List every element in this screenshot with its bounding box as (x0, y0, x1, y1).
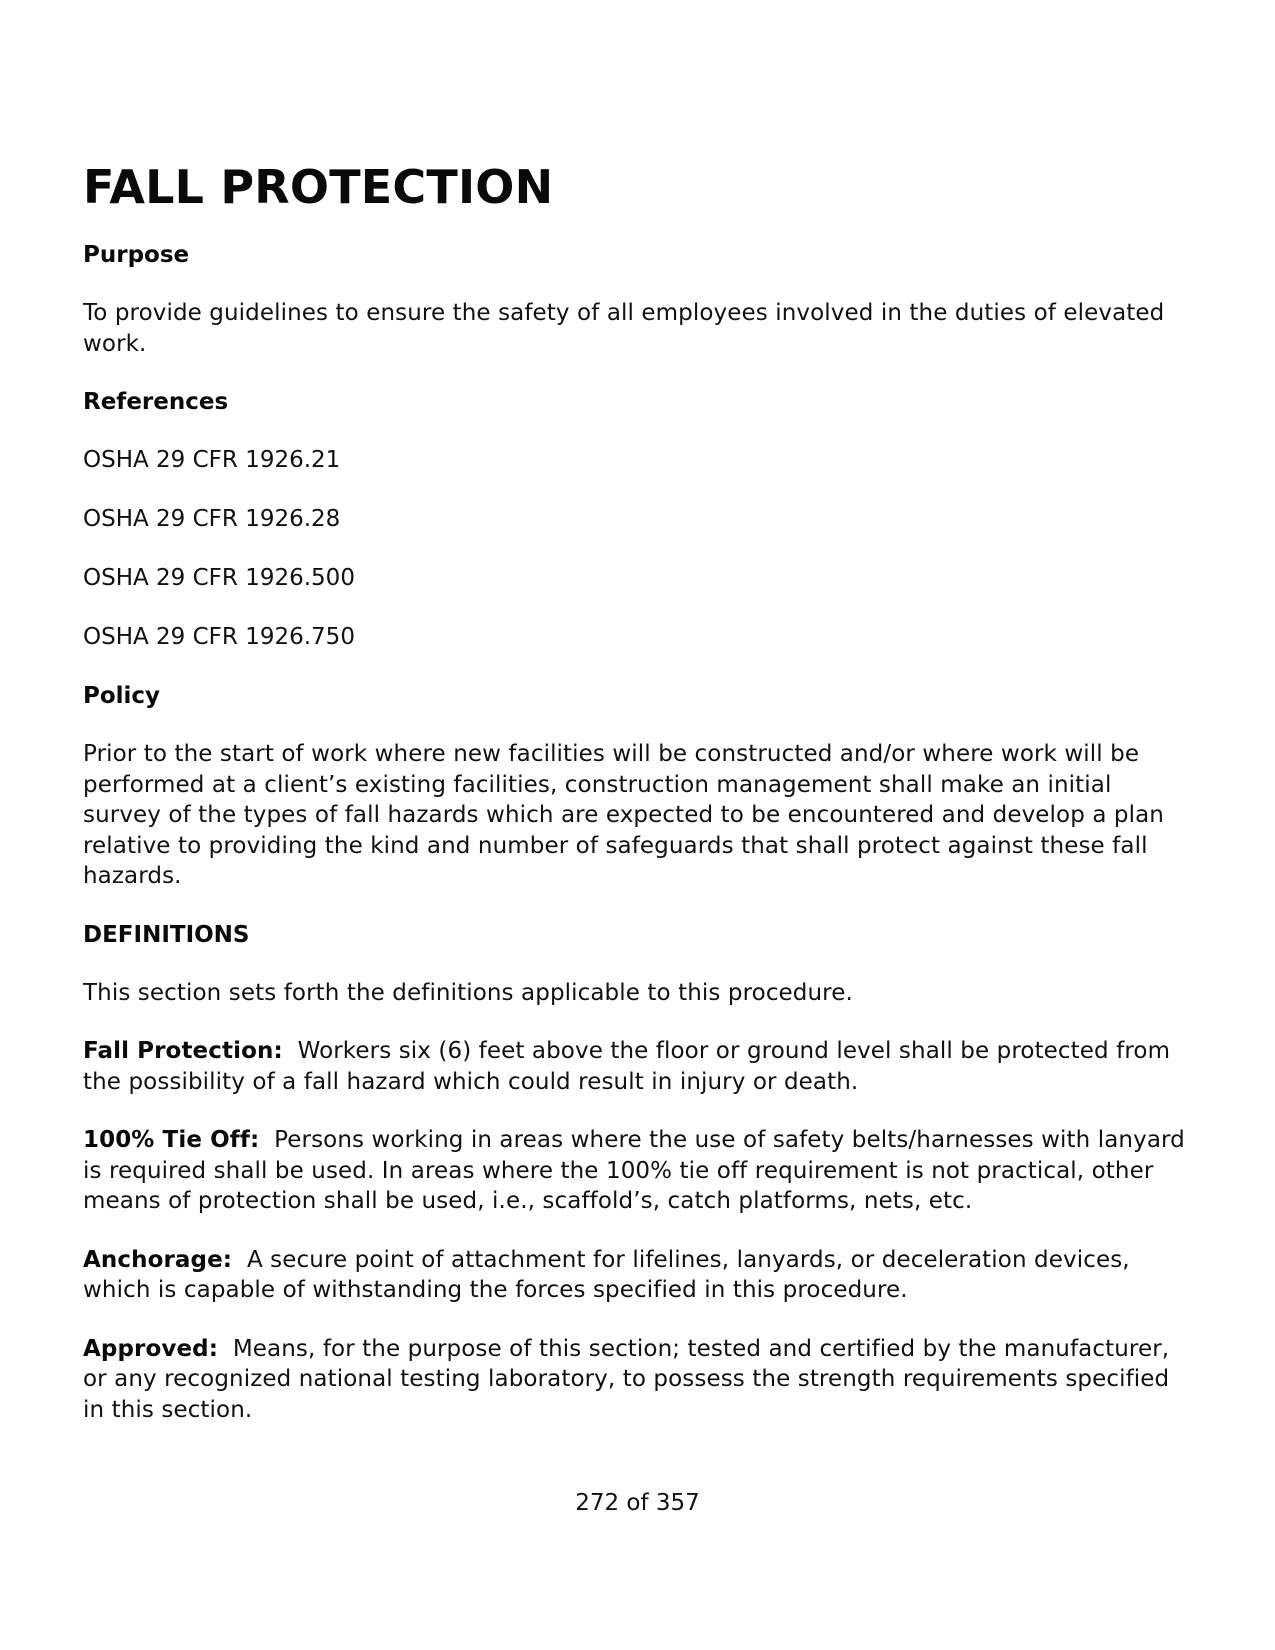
definition-text: Persons working in areas where the use of safety belts/harnesses with lanyard is required shall be used. In areas where the 100% tie off requirement is not practical, other means of protection shall be used, i.e., scaffold’s, catch platforms, nets, etc. (83, 1127, 1185, 1214)
reference-item: OSHA 29 CFR 1926.500 (83, 565, 355, 591)
reference-item: OSHA 29 CFR 1926.28 (83, 506, 341, 532)
definition-term: Anchorage: (83, 1246, 233, 1273)
page-number: 272 of 357 (575, 1490, 700, 1516)
document-page (83, 150, 1193, 1453)
definition-item (83, 1125, 1193, 1217)
document-title: FALL PROTECTION (83, 160, 554, 214)
definition-item (83, 1036, 1193, 1097)
definitions-intro: This section sets forth the definitions applicable to this procedure. (83, 979, 853, 1006)
definition-text: Means, for the purpose of this section; tested and certified by the manufacturer, or any recognized national testing laboratory, to possess the strength requirements specified in this section. (83, 1335, 1170, 1423)
purpose-heading: Purpose (83, 242, 190, 268)
reference-item: OSHA 29 CFR 1926.750 (83, 624, 355, 650)
purpose-text: To provide guidelines to ensure the safety of all employees involved in the duties of elevated work. (83, 300, 1165, 357)
definition-text: A secure point of attachment for lifelines, lanyards, or deceleration devices, which is capable of withstanding the forces specified in this procedure. (83, 1246, 1130, 1303)
definition-item (83, 1334, 1193, 1426)
definitions-heading: DEFINITIONS (83, 921, 250, 948)
policy-text: Prior to the start of work where new facilities will be constructed and/or where work will be performed at a client’s existing facilities, construction management shall make an initial survey of the types of fall hazards which are expected to be encountered and develop a plan relative to providing the kind and number of safeguards that shall protect against these fall hazards. (83, 741, 1164, 889)
policy-heading: Policy (83, 683, 161, 709)
reference-item: OSHA 29 CFR 1926.21 (83, 447, 341, 473)
definition-term: 100% Tie Off: (83, 1127, 260, 1153)
references-heading: References (83, 389, 229, 415)
definition-item (83, 1245, 1193, 1306)
definition-text: Workers six (6) feet above the floor or ground level shall be protected from the possibility of a fall hazard which could result in injury or death. (83, 1038, 1171, 1095)
definition-term: Fall Protection: (83, 1038, 283, 1064)
definition-term: Approved: (83, 1335, 219, 1362)
references-list (83, 445, 1193, 652)
